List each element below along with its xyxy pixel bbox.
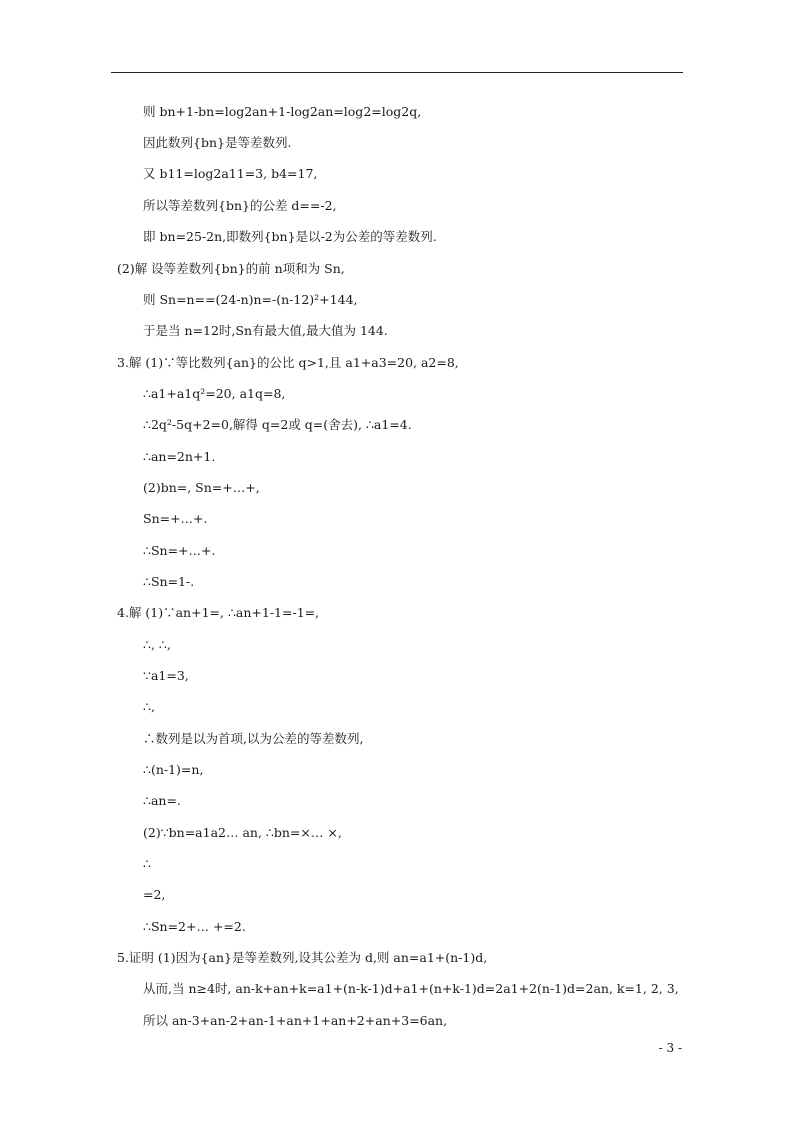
text-line: 5.证明 (1)因为{an}是等差数列,设其公差为 d,则 an=a1+(n-1)d, [117,950,488,965]
text-line: 又 b11=log2a11=3, b4=17, [143,166,318,181]
text-line: 4.解 (1)∵an+1=, ∴an+1-1=-1=, [117,605,320,620]
text-line: ∴Sn=+…+. [143,543,216,558]
text-line: 所以等差数列{bn}的公差 d==-2, [143,198,337,213]
text-line: ∵a1=3, [143,668,189,683]
text-line: 于是当 n=12时,Sn有最大值,最大值为 144. [143,323,388,338]
header-rule [111,72,683,73]
text-line: 从而,当 n≥4时, an-k+an+k=a1+(n-k-1)d+a1+(n+k-1)d=2a1+2(n-1)d=2an, k=1, 2, 3, [143,981,679,996]
text-line: ∴ [143,856,151,871]
text-line: (2)解 设等差数列{bn}的前 n项和为 Sn, [117,261,345,276]
text-line: 则 bn+1-bn=log2an+1-log2an=log2=log2q, [143,104,422,119]
text-line: (2)∵bn=a1a2… an, ∴bn=×… ×, [143,825,342,840]
text-line: 3.解 (1)∵等比数列{an}的公比 q>1,且 a1+a3=20, a2=8, [117,355,459,370]
text-line: ∴2q²-5q+2=0,解得 q=2或 q=(舍去), ∴a1=4. [143,417,412,432]
text-line: Sn=+…+. [143,511,208,526]
text-line: 所以 an-3+an-2+an-1+an+1+an+2+an+3=6an, [143,1013,448,1028]
text-line: ∴an=. [143,793,181,808]
text-line: ∴an=2n+1. [143,449,216,464]
text-line: 即 bn=25-2n,即数列{bn}是以-2为公差的等差数列. [143,229,437,244]
text-line: ∴Sn=2+… +=2. [143,919,246,934]
text-line: (2)bn=, Sn=+…+, [143,480,260,495]
page-number: - 3 - [658,1041,682,1055]
text-line: ∴, [143,699,155,714]
text-line: ∴, ∴, [143,637,171,652]
text-line: ∴Sn=1-. [143,574,195,589]
text-line: 因此数列{bn}是等差数列. [143,135,292,150]
text-line: ∴数列是以为首项,以为公差的等差数列, [143,731,364,746]
text-line: 则 Sn=n==(24-n)n=-(n-12)²+144, [143,292,358,307]
text-line: ∴a1+a1q²=20, a1q=8, [143,386,286,401]
text-line: ∴(n-1)=n, [143,762,204,777]
text-line: =2, [143,887,166,902]
